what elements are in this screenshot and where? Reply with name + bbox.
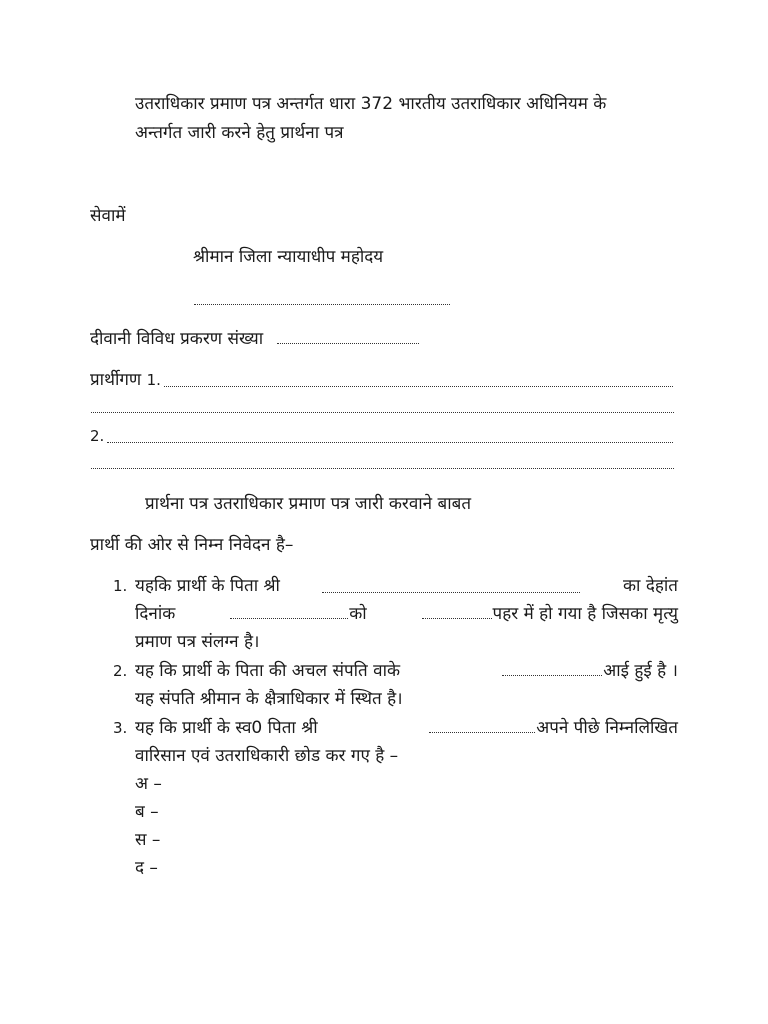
item-2-line-2: यह संपति श्रीमान के क्षैत्राधिकार में स्थित है। bbox=[135, 689, 403, 709]
item-2-text-start: यह कि प्रार्थी के पिता की अचल संपति वाके bbox=[135, 661, 401, 681]
applicant-1-continuation bbox=[90, 396, 675, 420]
death-time-blank bbox=[422, 618, 492, 619]
applicant-2-number: 2. bbox=[90, 427, 105, 445]
salutation: सेवामें bbox=[90, 206, 126, 226]
item-1-ko: को bbox=[349, 604, 367, 624]
heir-b: ब – bbox=[135, 802, 159, 822]
applicants-label: प्रार्थीगण bbox=[90, 370, 142, 390]
item-2-line-1 bbox=[135, 659, 678, 683]
applicant-1-blank bbox=[164, 386, 673, 387]
item-3-text-end: अपने पीछे निम्नलिखित bbox=[536, 718, 678, 738]
item-1-text-end: का देहांत bbox=[622, 576, 678, 596]
applicant-2-continuation bbox=[90, 452, 675, 476]
father-name-blank bbox=[322, 592, 580, 593]
subject-line: प्रार्थना पत्र उतराधिकार प्रमाण पत्र जारी करवाने बाबत bbox=[145, 494, 472, 514]
item-2-text-end: आई हुई है । bbox=[603, 661, 678, 681]
item-1-line-1 bbox=[135, 574, 678, 598]
addressee-blank-line bbox=[193, 288, 451, 312]
heir-d: द – bbox=[135, 858, 158, 878]
title-line-2: अन्तर्गत जारी करने हेतु प्रार्थना पत्र bbox=[135, 123, 344, 143]
case-number-label: दीवानी विविध प्रकरण संख्या bbox=[90, 329, 264, 349]
applicant-1-row bbox=[90, 368, 676, 392]
item-3-line-1 bbox=[135, 716, 678, 740]
item-1-date-label: दिनांक bbox=[135, 604, 176, 624]
item-1-number: 1. bbox=[113, 577, 128, 595]
item-1-line-3: प्रमाण पत्र संलग्न है। bbox=[135, 632, 260, 652]
applicant-2-blank bbox=[107, 442, 673, 443]
item-2-number: 2. bbox=[113, 662, 128, 680]
property-location-blank bbox=[502, 675, 602, 676]
case-number-row bbox=[90, 327, 420, 351]
intro-line: प्रार्थी की ओर से निम्न निवेदन है– bbox=[90, 535, 294, 555]
item-1-text-start: यहकि प्रार्थी के पिता श्री bbox=[135, 576, 280, 596]
death-date-blank bbox=[230, 618, 348, 619]
item-3-line-2: वारिसान एवं उतराधिकारी छोड कर गए है – bbox=[135, 746, 399, 766]
heir-a: अ – bbox=[135, 774, 162, 794]
title-line-1 bbox=[135, 92, 678, 116]
late-father-name-blank bbox=[429, 732, 535, 733]
applicant-2-row bbox=[90, 424, 676, 448]
applicant-1-number: 1. bbox=[146, 371, 161, 389]
item-1-text-rest: पहर में हो गया है जिसका मृत्यु bbox=[492, 604, 678, 624]
heir-s: स – bbox=[135, 830, 161, 850]
case-number-blank bbox=[277, 343, 419, 344]
addressee: श्रीमान जिला न्यायाधीप महोदय bbox=[193, 247, 384, 267]
item-3-number: 3. bbox=[113, 719, 128, 737]
item-3-text-start: यह कि प्रार्थी के स्व0 पिता श्री bbox=[135, 718, 318, 738]
title-text-1: उतराधिकार प्रमाण पत्र अन्तर्गत धारा 372 भारतीय उतराधिकार अधिनियम के bbox=[135, 94, 607, 114]
item-1-line-2 bbox=[135, 602, 678, 626]
